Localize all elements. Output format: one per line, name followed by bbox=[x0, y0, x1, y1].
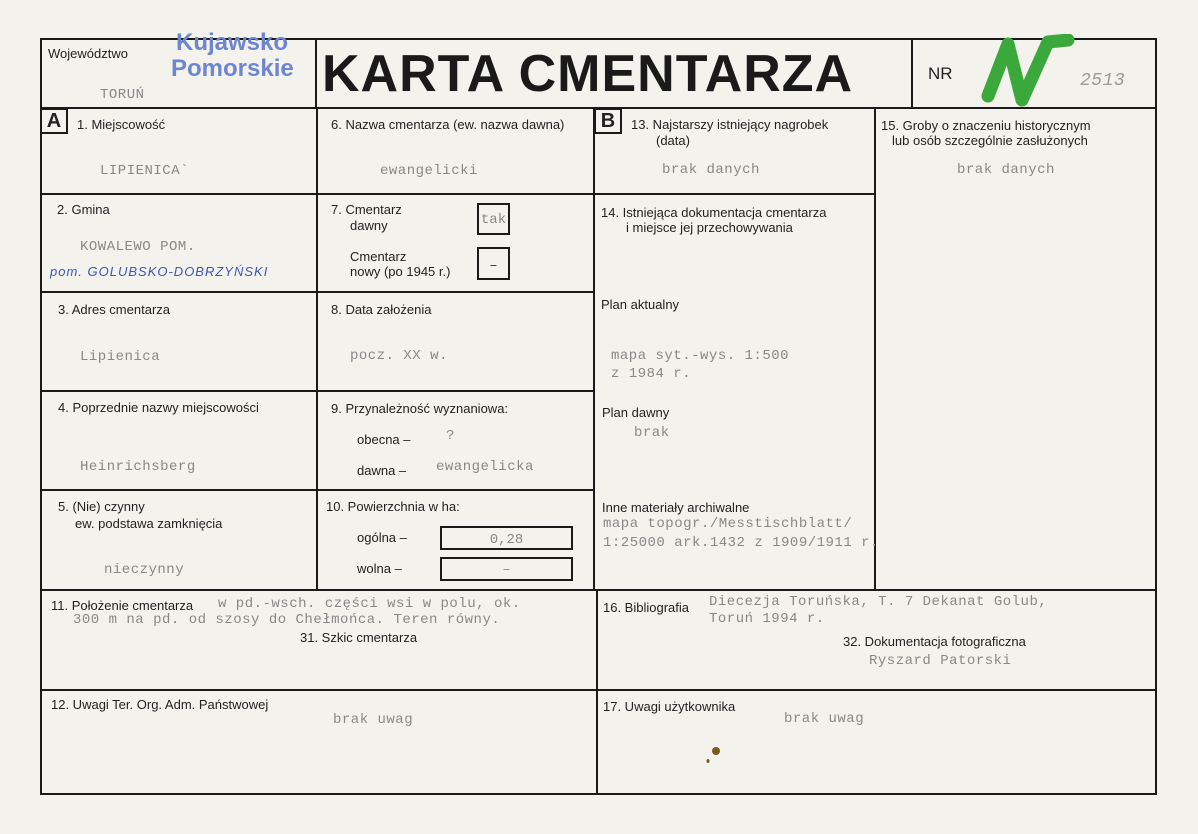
nr-label: NR bbox=[928, 64, 953, 83]
field-2-value: KOWALEWO POM. bbox=[80, 239, 196, 255]
section-b-marker: B bbox=[594, 108, 622, 134]
ink-spot-mark bbox=[704, 745, 724, 767]
plan-current-value-2: z 1984 r. bbox=[611, 366, 692, 382]
voivodeship-stamp-line1: Kujawsko bbox=[176, 29, 289, 56]
field-8-label: 8. Data założenia bbox=[331, 302, 432, 317]
field-3-value: Lipienica bbox=[80, 349, 161, 365]
field-16-value-1: Diecezja Toruńska, T. 7 Dekanat Golub, bbox=[709, 594, 1048, 610]
field-9-label: 9. Przynależność wyznaniowa: bbox=[331, 401, 509, 416]
field-16-label: 16. Bibliografia bbox=[603, 600, 689, 615]
field-7-old-value: tak bbox=[480, 212, 507, 228]
field-12-value: brak uwag bbox=[333, 712, 414, 728]
field-10-total-value: 0,28 bbox=[489, 532, 524, 548]
page-title: KARTA CMENTARZA bbox=[322, 45, 854, 103]
rule-col-header2 bbox=[911, 38, 913, 109]
field-15-label-2: lub osób szczególnie zasłużonych bbox=[892, 133, 1088, 148]
field-7-new-label-2: nowy (po 1945 r.) bbox=[350, 264, 451, 279]
field-32-label: 32. Dokumentacja fotograficzna bbox=[843, 634, 1026, 649]
plan-current-label: Plan aktualny bbox=[601, 297, 680, 312]
field-10-label: 10. Powierzchnia w ha: bbox=[326, 499, 460, 514]
field-7-new-value: – bbox=[489, 258, 498, 274]
archival-value-1: mapa topogr./Messtischblatt/ bbox=[603, 516, 853, 532]
field-14-label-2: i miejsce jej przechowywania bbox=[626, 220, 793, 235]
card-frame bbox=[40, 38, 1157, 795]
field-10-total-box bbox=[440, 526, 573, 550]
voivodeship-value: TORUŃ bbox=[100, 87, 145, 103]
field-9-current-value: ? bbox=[446, 428, 455, 444]
field-1-label: 1. Miejscowość bbox=[77, 117, 166, 132]
rule-col2 bbox=[593, 107, 595, 590]
rule-col1 bbox=[316, 107, 318, 590]
field-5-label-2: ew. podstawa zamknięcia bbox=[75, 516, 223, 531]
field-15-value: brak danych bbox=[957, 162, 1055, 178]
rule-col-header1 bbox=[315, 38, 317, 109]
nr-number: 2513 bbox=[1080, 71, 1126, 91]
voivodeship-stamp-line2: Pomorskie bbox=[171, 55, 294, 82]
plan-old-label: Plan dawny bbox=[602, 405, 670, 420]
field-12-label: 12. Uwagi Ter. Org. Adm. Państwowej bbox=[51, 697, 269, 712]
archival-label: Inne materiały archiwalne bbox=[602, 500, 750, 515]
field-9-old-label: dawna – bbox=[357, 463, 407, 478]
rule-col3 bbox=[874, 107, 876, 590]
field-7-label-1: 7. Cmentarz bbox=[331, 202, 402, 217]
field-3-label: 3. Adres cmentarza bbox=[58, 302, 170, 317]
field-7-new-label-1: Cmentarz bbox=[350, 249, 407, 264]
field-6-label: 6. Nazwa cmentarza (ew. nazwa dawna) bbox=[331, 117, 565, 132]
field-10-free-label: wolna – bbox=[357, 561, 402, 576]
field-11-value-1: w pd.-wsch. części wsi w polu, ok. bbox=[218, 596, 521, 612]
field-13-label-2: (data) bbox=[656, 133, 690, 148]
plan-old-value: brak bbox=[634, 425, 670, 441]
field-7-label-2: dawny bbox=[350, 218, 388, 233]
field-13-label-1: 13. Najstarszy istniejący nagrobek bbox=[631, 117, 829, 132]
field-32-value: Ryszard Patorski bbox=[869, 653, 1012, 669]
field-17-label: 17. Uwagi użytkownika bbox=[603, 699, 736, 714]
field-6-value: ewangelicki bbox=[380, 163, 478, 179]
archival-value-2: 1:25000 ark.1432 z 1909/1911 r. bbox=[603, 535, 879, 551]
voivodeship-label: Województwo bbox=[48, 46, 128, 61]
field-8-value: pocz. XX w. bbox=[350, 348, 448, 364]
rule-row5 bbox=[40, 589, 1157, 591]
field-1-value: LIPIENICA` bbox=[100, 163, 190, 179]
field-31-label: 31. Szkic cmentarza bbox=[300, 630, 418, 645]
field-11-value-2: 300 m na pd. od szosy do Chełmońca. Teren równy. bbox=[73, 612, 501, 628]
field-14-label-1: 14. Istniejąca dokumentacja cmentarza bbox=[601, 205, 827, 220]
plan-current-value-1: mapa syt.-wys. 1:500 bbox=[611, 348, 790, 364]
field-7-old-box bbox=[477, 203, 510, 235]
rule-row1 bbox=[40, 193, 876, 195]
field-13-value: brak danych bbox=[662, 162, 760, 178]
field-2-label: 2. Gmina bbox=[57, 202, 110, 217]
section-a-marker: A bbox=[40, 108, 68, 134]
field-9-current-label: obecna – bbox=[357, 432, 411, 447]
field-4-label: 4. Poprzednie nazwy miejscowości bbox=[58, 400, 259, 415]
field-10-total-label: ogólna – bbox=[357, 530, 407, 545]
field-5-label-1: 5. (Nie) czynny bbox=[58, 499, 145, 514]
rule-row6 bbox=[40, 689, 1157, 691]
field-17-value: brak uwag bbox=[784, 711, 865, 727]
field-10-free-value: – bbox=[502, 562, 511, 578]
field-16-value-2: Toruń 1994 r. bbox=[709, 611, 825, 627]
field-9-old-value: ewangelicka bbox=[436, 459, 534, 475]
field-2-handwritten-note: pom. GOLUBSKO-DOBRZYŃSKI bbox=[50, 264, 269, 279]
rule-col-bottom bbox=[596, 589, 598, 795]
field-11-label: 11. Położenie cmentarza bbox=[51, 598, 194, 613]
field-10-free-box bbox=[440, 557, 573, 581]
field-4-value: Heinrichsberg bbox=[80, 459, 196, 475]
green-marker-n-mark bbox=[978, 34, 1076, 114]
field-7-new-box bbox=[477, 247, 510, 280]
field-15-label-1: 15. Groby o znaczeniu historycznym bbox=[881, 118, 1091, 133]
field-5-value: nieczynny bbox=[104, 562, 185, 578]
